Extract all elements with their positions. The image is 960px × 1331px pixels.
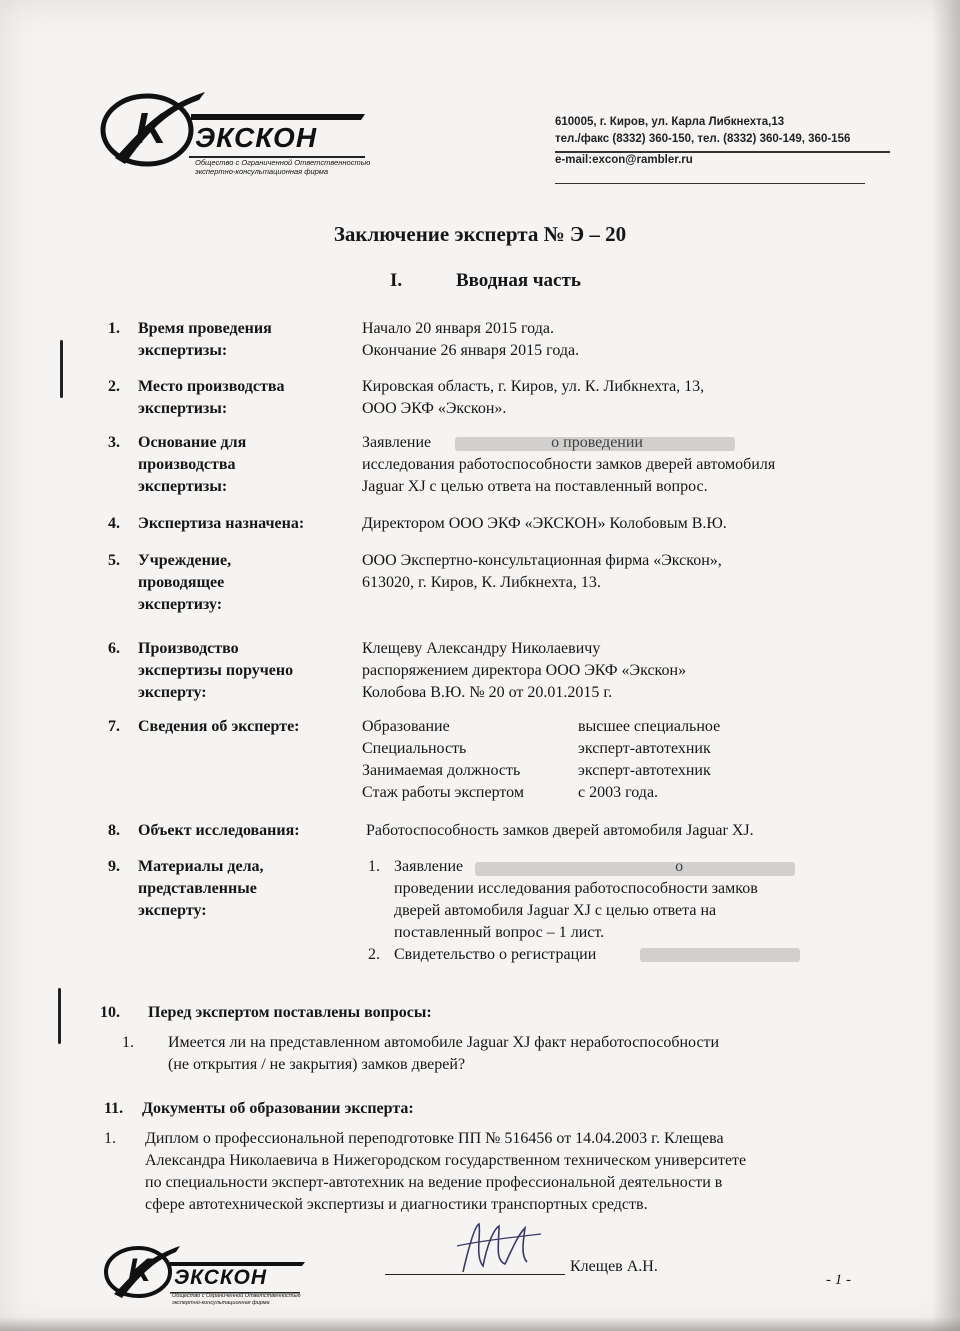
section-10-number: 10. xyxy=(100,1004,120,1021)
item-value: Директором ООО ЭКФ «ЭКСКОН» Колобовым В.Ю. xyxy=(362,515,727,532)
section-11-title: Документы об образовании эксперта: xyxy=(142,1100,414,1117)
document-title: Заключение эксперта № Э – 20 xyxy=(333,222,627,246)
footer-logo-subtitle-2: экспертно-консультационная фирма xyxy=(172,1300,270,1306)
company-phone: тел./факс (8332) 360-150, тел. (8332) 360-149, 360-156 xyxy=(555,133,851,145)
redacted-number xyxy=(640,948,800,962)
section-10-title: Перед экспертом поставлены вопросы: xyxy=(148,1004,432,1021)
expert-info-key: Специальность xyxy=(362,740,467,757)
item-value: Кировская область, г. Киров, ул. К. Либкнехта, 13, ООО ЭКФ «Экскон». xyxy=(362,378,705,417)
item-row xyxy=(0,716,960,808)
item-label: Производство экспертизы поручено эксперту: xyxy=(138,640,294,701)
item-label: Место производства экспертизы: xyxy=(138,378,285,417)
item-number: 1. xyxy=(108,320,120,337)
margin-mark-2 xyxy=(58,988,61,1044)
item-value: ООО Экспертно-консультационная фирма «Экскон», 613020, г. Киров, К. Либкнехта, 13. xyxy=(362,552,722,591)
header-rule-1 xyxy=(555,151,890,153)
item-label: Материалы дела, представленные эксперту: xyxy=(138,858,264,919)
expert-info-key: Стаж работы экспертом xyxy=(362,784,524,801)
question-number: 1. xyxy=(122,1034,134,1051)
item-label: Основание для производства экспертизы: xyxy=(138,434,247,495)
item-number: 7. xyxy=(108,718,120,735)
footer-logo-letter: K xyxy=(128,1252,152,1288)
logo-wordmark: ЭКСКОН xyxy=(195,122,318,153)
footer-logo-subtitle-1: Общество с Ограниченной Ответственностью xyxy=(172,1293,301,1299)
logo-subtitle-2: экспертно-консультационная фирма xyxy=(195,167,329,176)
footer-logo xyxy=(100,1236,310,1308)
company-logo xyxy=(95,78,375,178)
material-text: Свидетельство о регистрации xyxy=(394,946,597,963)
signature-line xyxy=(385,1274,565,1275)
item-label: Сведения об эксперте: xyxy=(138,718,300,735)
header-rule-2 xyxy=(555,183,865,184)
expert-info-value: с 2003 года. xyxy=(578,784,659,801)
item-value: Заявление о проведении исследования работоспособности замков дверей автомобиля Jaguar XJ с целью ответа на поставленный вопрос. xyxy=(362,434,776,495)
expert-info-value: эксперт-автотехник xyxy=(578,740,711,757)
item-number: 5. xyxy=(108,552,120,569)
company-email: e-mail:excon@rambler.ru xyxy=(555,154,693,166)
margin-mark-1 xyxy=(60,340,63,398)
signature-scribble xyxy=(455,1216,545,1280)
expert-info-value: высшее специальное xyxy=(578,718,721,735)
footer-logo-wordmark: ЭКСКОН xyxy=(174,1266,268,1289)
logo-subtitle-1: Общество с Ограниченной Ответственностью xyxy=(195,158,371,167)
item-number: 2. xyxy=(108,378,120,395)
redacted-name xyxy=(455,437,735,451)
question-text: Имеется ли на представленном автомобиле Jaguar XJ факт неработоспособности (не открытия / не закрытия) замков дверей? xyxy=(168,1034,720,1073)
redacted-name xyxy=(475,862,795,876)
document-number: 1. xyxy=(104,1130,116,1147)
item-number: 3. xyxy=(108,434,120,451)
item-label: Объект исследования: xyxy=(138,822,300,839)
item-number: 6. xyxy=(108,640,120,657)
section-title: Вводная часть xyxy=(456,270,581,291)
item-number: 8. xyxy=(108,822,120,839)
signer-name: Клещев А.Н. xyxy=(570,1258,658,1275)
logo-letter: K xyxy=(135,104,167,153)
expert-info-key: Занимаемая должность xyxy=(362,762,521,779)
education-text: Диплом о профессиональной переподготовке ПП № 516456 от 14.04.2003 г. Клещева Александра Николаевича в Нижегородском государственном техническом университете по специальности эксперт-автотехник на ведение профессиональной деятельности в сфере автотехнической экспертизы и диагностики транспортных средств. xyxy=(145,1130,747,1213)
section-11-number: 11. xyxy=(104,1100,124,1117)
material-number: 2. xyxy=(368,946,380,963)
item-value: Клещеву Александру Николаевичу распоряжением директора ООО ЭКФ «Экскон» Колобова В.Ю. № 20 от 20.01.2015 г. xyxy=(362,640,687,701)
company-contacts xyxy=(555,114,895,169)
item-number: 4. xyxy=(108,515,120,532)
company-address: 610005, г. Киров, ул. Карла Либкнехта,13 xyxy=(555,116,785,128)
item-value: Начало 20 января 2015 года. Окончание 26 января 2015 года. xyxy=(362,320,580,359)
item-label: Учреждение, проводящее экспертизу: xyxy=(138,552,232,613)
item-label: Время проведения экспертизы: xyxy=(138,320,272,359)
item-value: Работоспособность замков дверей автомобиля Jaguar XJ. xyxy=(366,822,754,839)
item-label: Экспертиза назначена: xyxy=(138,515,305,532)
page-number: - 1 - xyxy=(826,1272,851,1288)
page-edge-shadow xyxy=(932,0,960,1331)
expert-info-value: эксперт-автотехник xyxy=(578,762,711,779)
material-text: Заявление о проведении исследования работоспособности замков дверей автомобиля Jaguar XJ с целью ответа на поставленный вопрос – 1 лист. xyxy=(394,858,758,941)
material-number: 1. xyxy=(368,858,380,875)
page-bottom-shadow xyxy=(0,1317,960,1331)
section-number: I. xyxy=(390,270,403,291)
expert-info-key: Образование xyxy=(362,718,450,735)
item-number: 9. xyxy=(108,858,120,875)
